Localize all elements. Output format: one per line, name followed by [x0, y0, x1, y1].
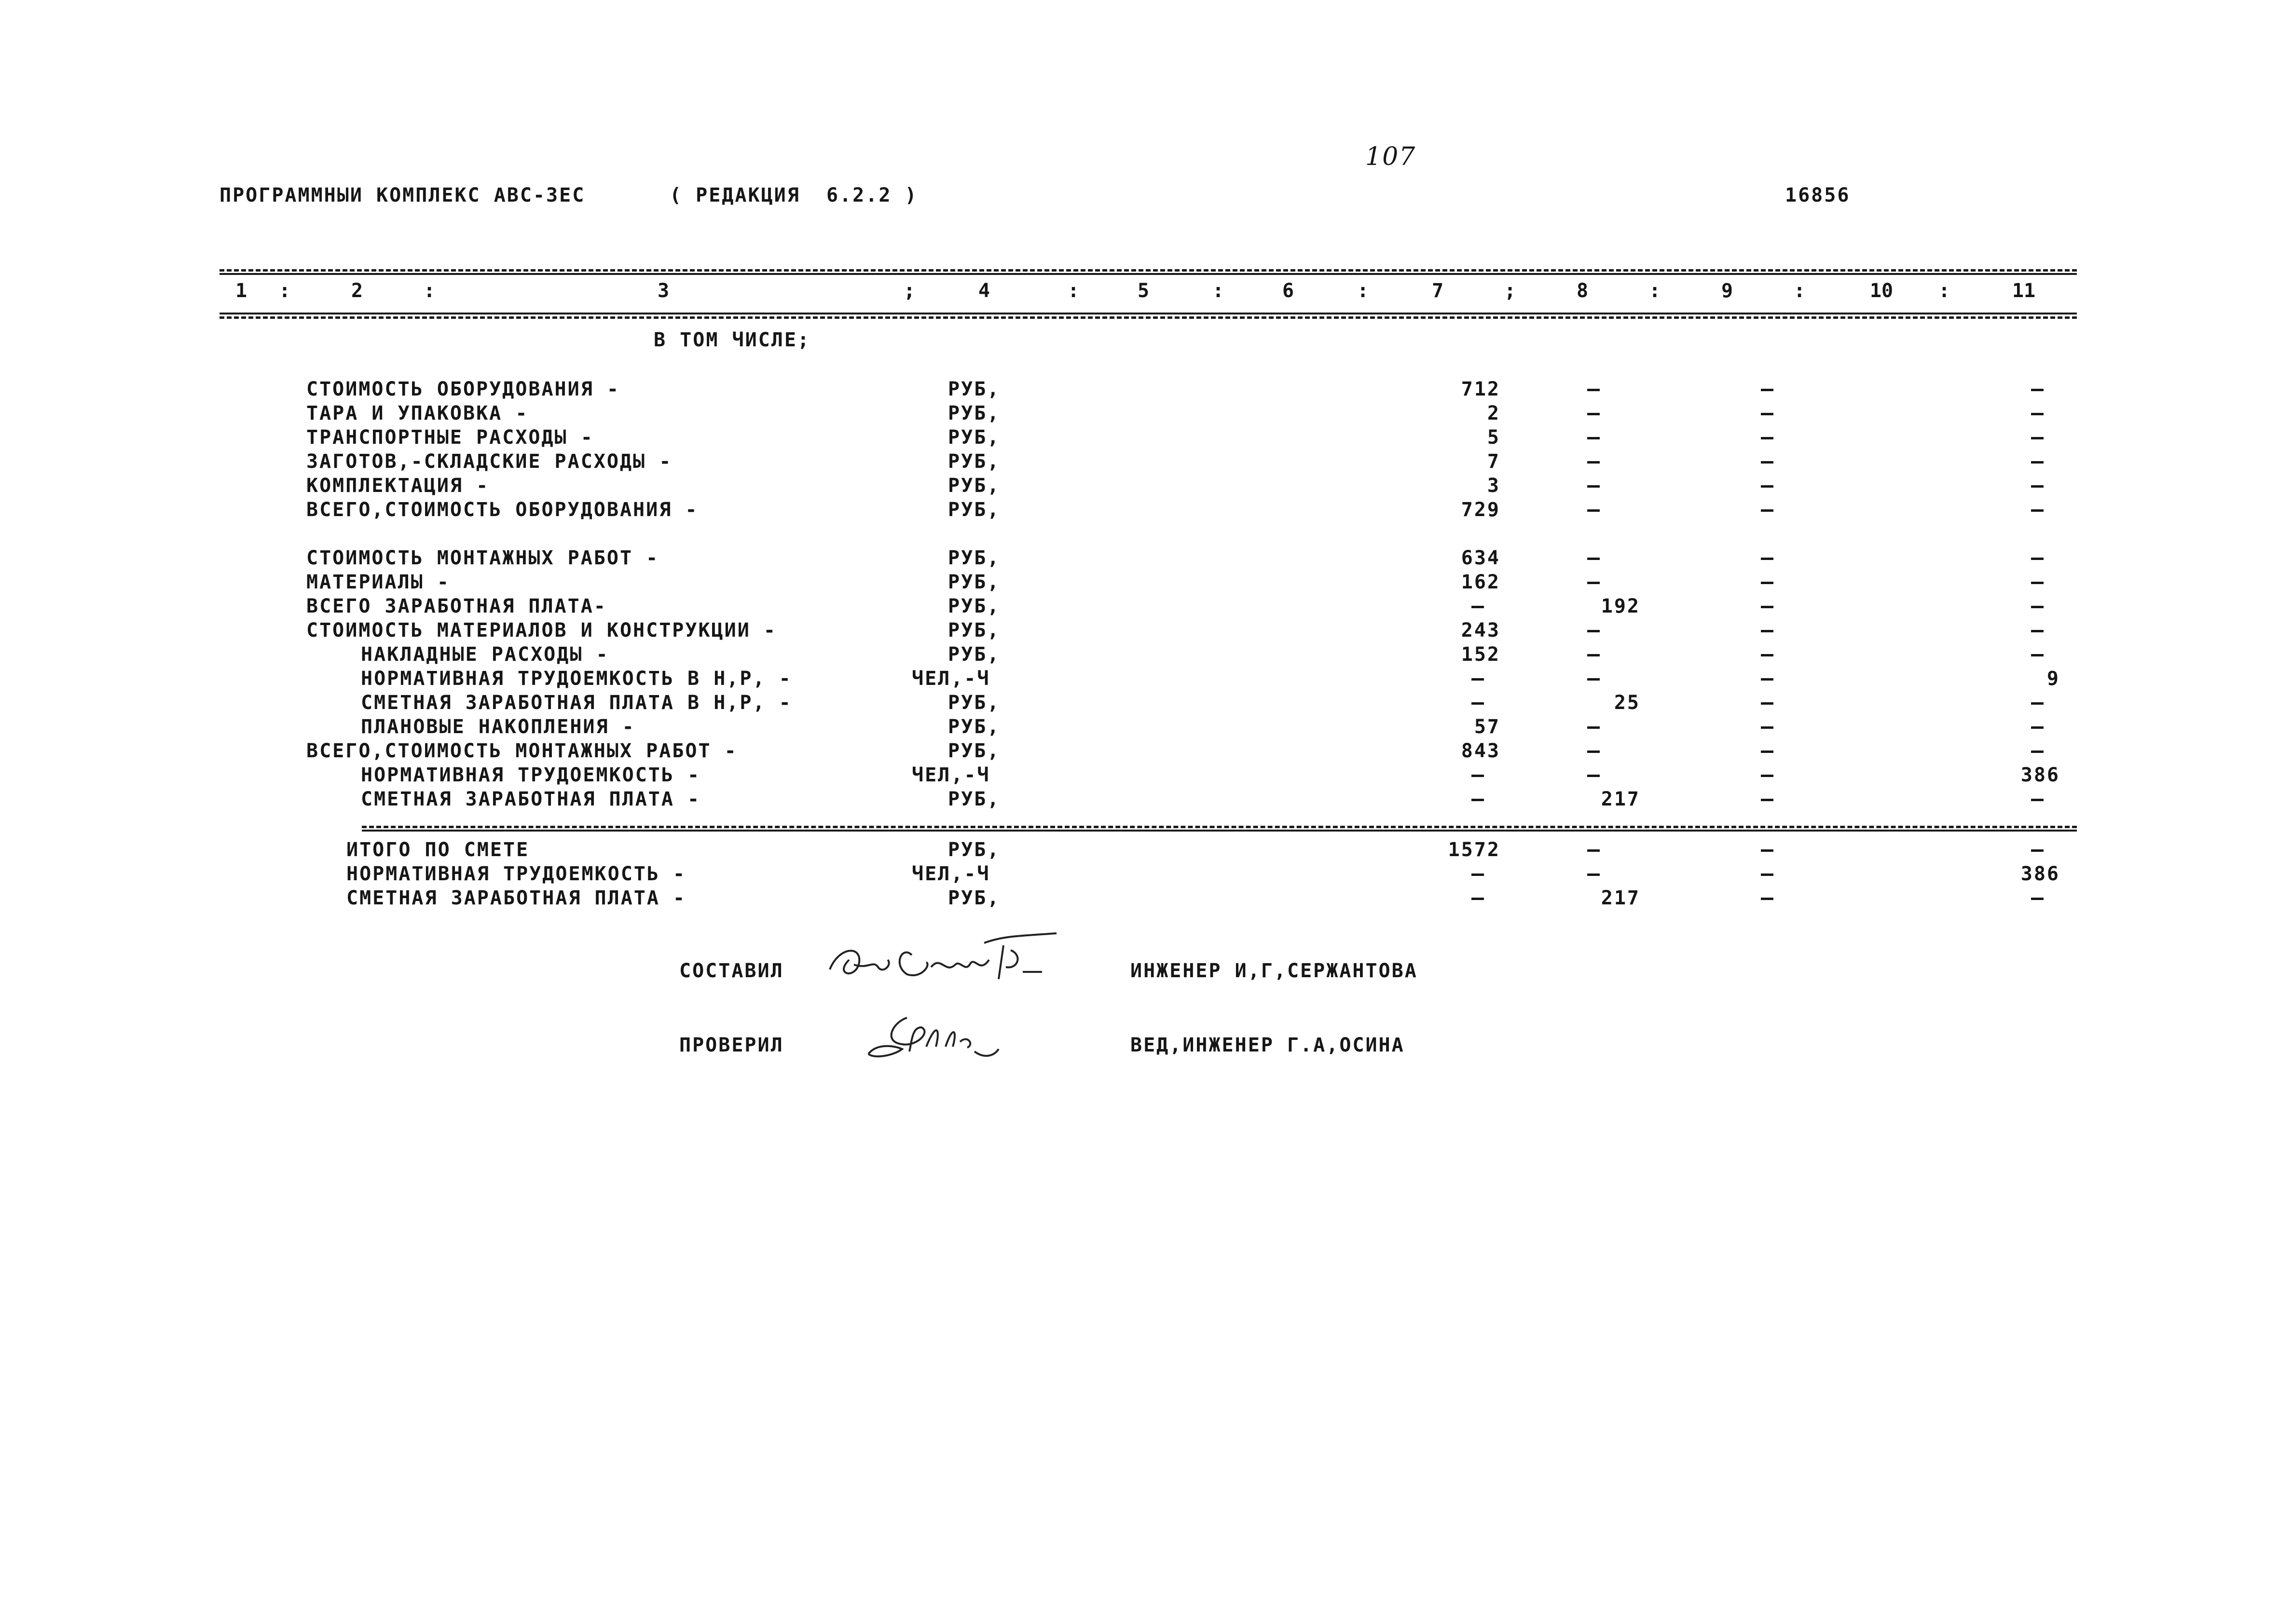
row-unit: РУБ, — [948, 643, 1001, 666]
cell-col11-dash — [2031, 413, 2044, 415]
column-separator: : — [1938, 280, 1950, 302]
column-separator: : — [278, 280, 291, 302]
document-number: 16856 — [1785, 184, 1851, 206]
cell-col9-dash — [1761, 654, 1773, 656]
cell-col8-dash — [1587, 849, 1600, 852]
cell-col9-dash — [1761, 437, 1773, 439]
row-label: НОРМАТИВНАЯ ТРУДОЕМКОСТЬ - — [346, 863, 686, 885]
cell-col7: 7 — [1487, 450, 1500, 473]
row-label: СМЕТНАЯ ЗАРАБОТНАЯ ПЛАТА - — [361, 788, 701, 810]
cell-col8-dash — [1587, 558, 1600, 560]
cell-col11-dash — [2031, 582, 2044, 584]
cell-col11-dash — [2031, 702, 2044, 705]
cell-col7-dash — [1471, 898, 1484, 900]
column-separator: : — [1357, 280, 1369, 302]
row-unit: РУБ, — [948, 619, 1001, 641]
cell-col9-dash — [1761, 461, 1773, 464]
cell-col8-dash — [1587, 775, 1600, 777]
column-header-5: 5 — [1137, 280, 1150, 302]
row-unit: РУБ, — [948, 716, 1001, 738]
cell-col11-dash — [2031, 726, 2044, 729]
cell-col11-dash — [2031, 654, 2044, 656]
cell-col8-dash — [1587, 873, 1600, 876]
cell-col8: 217 — [1601, 788, 1640, 810]
cell-col7: 634 — [1461, 547, 1500, 569]
row-label: СТОИМОСТЬ МОНТАЖНЫХ РАБОТ - — [306, 547, 659, 569]
row-label: СМЕТНАЯ ЗАРАБОТНАЯ ПЛАТА В Н,Р, - — [361, 692, 792, 714]
cell-col8-dash — [1587, 413, 1600, 415]
cell-col11-dash — [2031, 849, 2044, 852]
row-label: СТОИМОСТЬ ОБОРУДОВАНИЯ - — [306, 378, 620, 400]
cell-col8-dash — [1587, 678, 1600, 681]
checked-label: ПРОВЕРИЛ — [679, 1034, 784, 1056]
cell-col7: 712 — [1461, 378, 1500, 400]
row-unit: РУБ, — [948, 839, 1001, 861]
cell-col11-dash — [2031, 509, 2044, 512]
row-unit: РУБ, — [948, 402, 1001, 424]
row-label: ПЛАНОВЫЕ НАКОПЛЕНИЯ - — [361, 716, 635, 738]
column-separator: ; — [903, 280, 916, 302]
row-unit: РУБ, — [948, 692, 1001, 714]
header-bottom-rule-2 — [220, 316, 2077, 319]
row-label: КОМПЛЕКТАЦИЯ - — [306, 475, 490, 497]
cell-col7: 843 — [1461, 740, 1500, 762]
cell-col7: 243 — [1461, 619, 1500, 641]
row-unit: ЧЕЛ,-Ч — [912, 764, 990, 786]
row-unit: РУБ, — [948, 547, 1001, 569]
cell-col8: 192 — [1601, 595, 1640, 617]
cell-col8: 25 — [1614, 692, 1640, 714]
cell-col8-dash — [1587, 461, 1600, 464]
row-label: МАТЕРИАЛЫ - — [306, 571, 450, 593]
column-header-1: 1 — [235, 280, 247, 302]
row-label: НОРМАТИВНАЯ ТРУДОЕМКОСТЬ В Н,Р, - — [361, 668, 792, 690]
cell-col11-dash — [2031, 485, 2044, 488]
row-unit: РУБ, — [948, 571, 1001, 593]
cell-col8: 217 — [1601, 887, 1640, 909]
row-label: СМЕТНАЯ ЗАРАБОТНАЯ ПЛАТА - — [346, 887, 686, 909]
row-unit: РУБ, — [948, 788, 1001, 810]
cell-col11: 9 — [2046, 668, 2060, 690]
compiled-label: СОСТАВИЛ — [679, 960, 784, 982]
cell-col9-dash — [1761, 702, 1773, 705]
cell-col9-dash — [1761, 630, 1773, 632]
row-unit: РУБ, — [948, 499, 1001, 521]
cell-col8-dash — [1587, 654, 1600, 656]
cell-col8-dash — [1587, 582, 1600, 584]
cell-col7-dash — [1471, 678, 1484, 681]
cell-col11-dash — [2031, 389, 2044, 391]
cell-col9-dash — [1761, 775, 1773, 777]
column-header-8: 8 — [1576, 280, 1589, 302]
cell-col9-dash — [1761, 898, 1773, 900]
row-label: НОРМАТИВНАЯ ТРУДОЕМКОСТЬ - — [361, 764, 701, 786]
cell-col11-dash — [2031, 799, 2044, 801]
column-separator: : — [1793, 280, 1806, 302]
cell-col8-dash — [1587, 726, 1600, 729]
cell-col11-dash — [2031, 751, 2044, 753]
row-unit: РУБ, — [948, 378, 1001, 400]
cell-col7: 5 — [1487, 426, 1500, 449]
cell-col9-dash — [1761, 751, 1773, 753]
section-title: В ТОМ ЧИСЛЕ; — [654, 329, 810, 351]
row-label: ВСЕГО,СТОИМОСТЬ ОБОРУДОВАНИЯ - — [306, 499, 699, 521]
cell-col9-dash — [1761, 849, 1773, 852]
header-bottom-rule — [220, 313, 2077, 314]
edition-label: ( РЕДАКЦИЯ 6.2.2 ) — [670, 184, 918, 206]
cell-col8-dash — [1587, 751, 1600, 753]
cell-col7: 57 — [1474, 716, 1500, 738]
row-unit: РУБ, — [948, 887, 1001, 909]
cell-col7-dash — [1471, 873, 1484, 876]
cell-col9-dash — [1761, 582, 1773, 584]
row-label: НАКЛАДНЫЕ РАСХОДЫ - — [361, 643, 609, 666]
cell-col7-dash — [1471, 702, 1484, 705]
cell-col7: 1572 — [1448, 839, 1500, 861]
totals-rule-2 — [362, 830, 2077, 832]
cell-col7: 152 — [1461, 643, 1500, 666]
column-separator: : — [1648, 280, 1661, 302]
cell-col9-dash — [1761, 389, 1773, 391]
row-unit: ЧЕЛ,-Ч — [912, 863, 990, 885]
cell-col7: 729 — [1461, 499, 1500, 521]
column-separator: ; — [1504, 280, 1516, 302]
cell-col8-dash — [1587, 485, 1600, 488]
cell-col11-dash — [2031, 630, 2044, 632]
checked-by: ВЕД,ИНЖЕНЕР Г.А,ОСИНА — [1130, 1034, 1405, 1056]
row-label: ВСЕГО ЗАРАБОТНАЯ ПЛАТА- — [306, 595, 607, 617]
cell-col11-dash — [2031, 437, 2044, 439]
cell-col9-dash — [1761, 485, 1773, 488]
column-separator: : — [1212, 280, 1224, 302]
row-unit: ЧЕЛ,-Ч — [912, 668, 990, 690]
column-header-9: 9 — [1721, 280, 1733, 302]
column-header-3: 3 — [657, 280, 670, 302]
cell-col9-dash — [1761, 678, 1773, 681]
program-title: ПРОГРАММНЫИ КОМПЛЕКС АВС-ЗЕС — [220, 184, 586, 206]
cell-col11-dash — [2031, 898, 2044, 900]
cell-col11-dash — [2031, 461, 2044, 464]
row-label: СТОИМОСТЬ МАТЕРИАЛОВ И КОНСТРУКЦИИ - — [306, 619, 777, 641]
checker-signature — [864, 1008, 1018, 1066]
column-header-2: 2 — [351, 280, 363, 302]
column-header-4: 4 — [978, 280, 990, 302]
column-header-11: 11 — [2012, 280, 2036, 302]
column-separator: : — [1067, 280, 1080, 302]
cell-col9-dash — [1761, 413, 1773, 415]
cell-col9-dash — [1761, 726, 1773, 729]
cell-col7-dash — [1471, 799, 1484, 801]
column-header-6: 6 — [1282, 280, 1294, 302]
cell-col11: 386 — [2020, 863, 2060, 885]
cell-col7-dash — [1471, 775, 1484, 777]
cell-col9-dash — [1761, 558, 1773, 560]
compiled-by: ИНЖЕНЕР И,Г,СЕРЖАНТОВА — [1130, 960, 1418, 982]
table-top-rule-2 — [220, 273, 2077, 275]
row-unit: РУБ, — [948, 475, 1001, 497]
cell-col11: 386 — [2020, 764, 2060, 786]
row-unit: РУБ, — [948, 595, 1001, 617]
cell-col8-dash — [1587, 389, 1600, 391]
row-unit: РУБ, — [948, 426, 1001, 449]
cell-col7: 3 — [1487, 475, 1500, 497]
row-label: ТАРА И УПАКОВКА - — [306, 402, 529, 424]
row-label: ИТОГО ПО СМЕТЕ — [346, 839, 530, 861]
cell-col9-dash — [1761, 606, 1773, 608]
cell-col11-dash — [2031, 606, 2044, 608]
row-unit: РУБ, — [948, 450, 1001, 473]
cell-col8-dash — [1587, 630, 1600, 632]
row-label: ЗАГОТОВ,-СКЛАДСКИЕ РАСХОДЫ - — [306, 450, 673, 473]
cell-col7: 162 — [1461, 571, 1500, 593]
column-header-7: 7 — [1431, 280, 1444, 302]
column-header-10: 10 — [1869, 280, 1894, 302]
compiler-signature — [820, 926, 1071, 994]
cell-col8-dash — [1587, 509, 1600, 512]
row-label: ТРАНСПОРТНЫЕ РАСХОДЫ - — [306, 426, 594, 449]
totals-rule — [362, 826, 2077, 828]
table-top-rule — [220, 269, 2077, 272]
page-number: 107 — [1365, 142, 1416, 171]
cell-col7-dash — [1471, 606, 1484, 608]
cell-col9-dash — [1761, 799, 1773, 801]
row-unit: РУБ, — [948, 740, 1001, 762]
cell-col9-dash — [1761, 509, 1773, 512]
cell-col8-dash — [1587, 437, 1600, 439]
row-label: ВСЕГО,СТОИМОСТЬ МОНТАЖНЫХ РАБОТ - — [306, 740, 738, 762]
cell-col11-dash — [2031, 558, 2044, 560]
cell-col9-dash — [1761, 873, 1773, 876]
column-separator: : — [423, 280, 436, 302]
cell-col7: 2 — [1487, 402, 1500, 424]
